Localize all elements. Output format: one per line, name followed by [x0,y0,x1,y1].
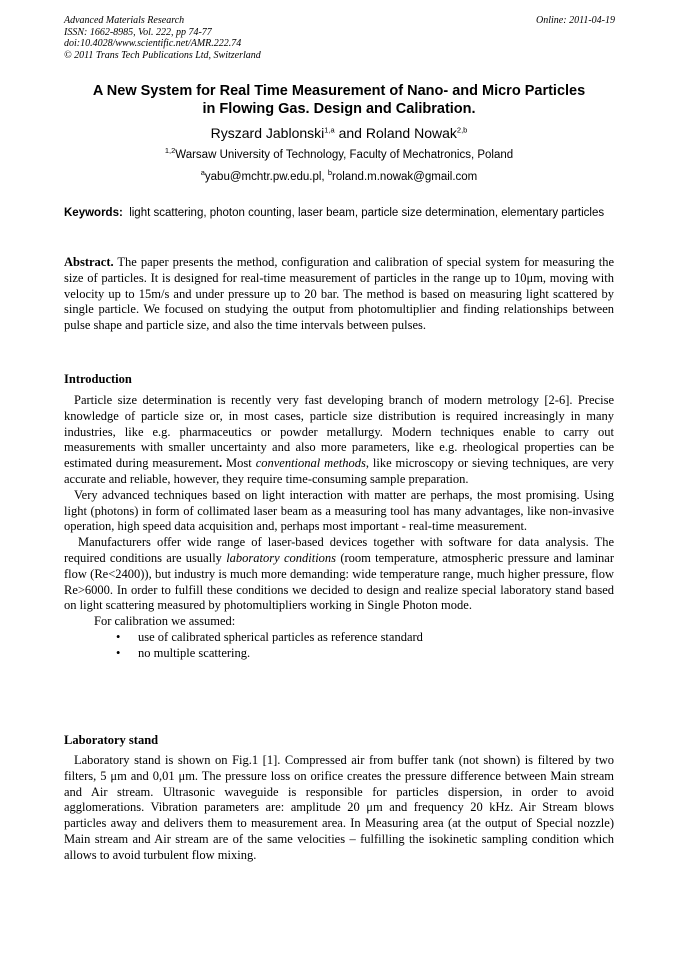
author-1: Ryszard Jablonski [210,125,325,141]
laboratory-stand-section [64,753,614,864]
author-2: Roland Nowak [365,125,457,141]
journal-name: Advanced Materials Research [64,15,185,26]
intro-p1-bold-period: . [219,456,223,471]
keywords-label: Keywords: [64,207,123,219]
bullet-icon: • [116,629,121,644]
list-item-text: use of calibrated spherical particles as reference standard [138,629,423,644]
journal-header [64,15,261,61]
copyright-line: © 2011 Trans Tech Publications Ltd, Switzerland [64,49,261,61]
affiliation [40,148,638,163]
keywords-text: light scattering, photon counting, laser beam, particle size determination, elementary particles [129,207,605,219]
author-1-affil: 1,a [324,125,335,135]
paper-title [40,82,638,118]
intro-paragraph-1 [64,393,614,488]
lab-paragraph-1: Laboratory stand is shown on Fig.1 [1]. Compressed air from buffer tank (not shown) is filtered by two filters, 5 μm and 0,01 μm. The pressure loss on orifice creates the pressure difference between Main stream and Air stream. Ultrasonic waveguide is responsible for particles dispersion, in order to avoid agglomerations. Vibration parameters are: amplitude 20 μm and frequency 20 kHz. Air Stream blows particles away and delivers them to measurement area. In Measuring area (at the output of Special nozzle) Main stream and Air stream are of the same velocities – fulfilling the isokinetic sampling condition which allows to avoid turbulent flow mixing. [64,753,614,862]
author-2-affil: 2,b [456,125,468,135]
title-line-2: in Flowing Gas. Design and Calibration. [202,101,476,117]
abstract-label: Abstract. [64,255,114,269]
intro-p1-text-a: Particle size determination is recently very fast developing branch of modern metrology [2-6]. Precise knowledge of particle size or, in most cases, particle size distribution is required increasingly in many industries, like e.g. pharmaceutics or powder metallurgy. Modern techniques enable to carry out measurements with smaller uncertainty and also more parameters, like e.g. rheological properties can be estimated during measurement [64,393,614,471]
intro-paragraph-2: Very advanced techniques based on light interaction with matter are perhaps, the most promising. Using light (photons) in form of collimated laser beam as a measuring tool has many advantages, like non-invasive operation, high speed data acquisition and, perhaps most important - real-time measurement. [64,487,614,534]
doi-line: doi:10.4028/www.scientific.net/AMR.222.74 [64,38,242,49]
bullet-icon: • [116,645,121,660]
affiliation-marker: 1,2 [164,146,176,156]
introduction-heading: Introduction [64,372,132,386]
list-item [116,630,614,646]
calibration-intro: For calibration we assumed: [94,614,236,629]
laboratory-stand-heading: Laboratory stand [64,733,159,747]
intro-p3-text-b: (room temperature, atmospheric pressure and laminar flow (Re<2400)), but industry is much more demanding: wide temperature range, much higher pressure, flow Re>6000. In order to fulfill these conditions we decided to design and realize special laboratory stand based on light scattering measured by photomultipliers working in Single Photon mode. [64,550,615,613]
email-a-marker: a [200,168,205,178]
affiliation-text: Warsaw University of Technology, Faculty of Mechatronics, Poland [175,149,514,161]
online-date: Online: 2011-04-19 [536,15,615,26]
abstract [64,255,614,334]
email-a: yabu@mchtr.pw.edu.pl, [204,171,328,183]
author-conjunction: and [334,125,366,141]
email-b: roland.m.nowak@gmail.com [331,171,478,183]
author-emails [40,170,638,185]
list-item [116,646,614,662]
list-item-text: no multiple scattering. [138,645,251,660]
author-list [40,124,638,142]
intro-p1-text-c: , like microscopy or sieving techniques, are very accurate and reliable, however, they require time-consuming sample preparation. [64,456,615,486]
title-line-1: A New System for Real Time Measurement of Nano- and Micro Particles [92,83,586,99]
intro-p1-italic: conventional methods [255,456,366,471]
calibration-list [64,630,614,662]
intro-paragraph-3 [64,535,614,614]
intro-p1-text-b: Most [222,456,256,471]
keywords [64,206,616,221]
intro-p3-italic: laboratory conditions [226,550,337,565]
email-b-marker: b [327,168,332,178]
abstract-text: The paper presents the method, configuration and calibration of special system for measuring the size of particles. It is designed for real-time measurement of particles in the range up to 10μm, moving with velocity up to 15m/s and under pressure up to 20 bar. The method is based on measuring light scattered by single particle. We focused on studying the output from photomultiplier and finding relationships between pulse shape and particle size, and also the time intervals between pulses. [64,255,614,333]
issn-line: ISSN: 1662-8985, Vol. 222, pp 74-77 [64,26,212,38]
introduction-section [64,393,614,662]
intro-p3-text-a: Manufacturers offer wide range of laser-based devices together with software for data analysis. The required conditions are usually [64,535,614,565]
